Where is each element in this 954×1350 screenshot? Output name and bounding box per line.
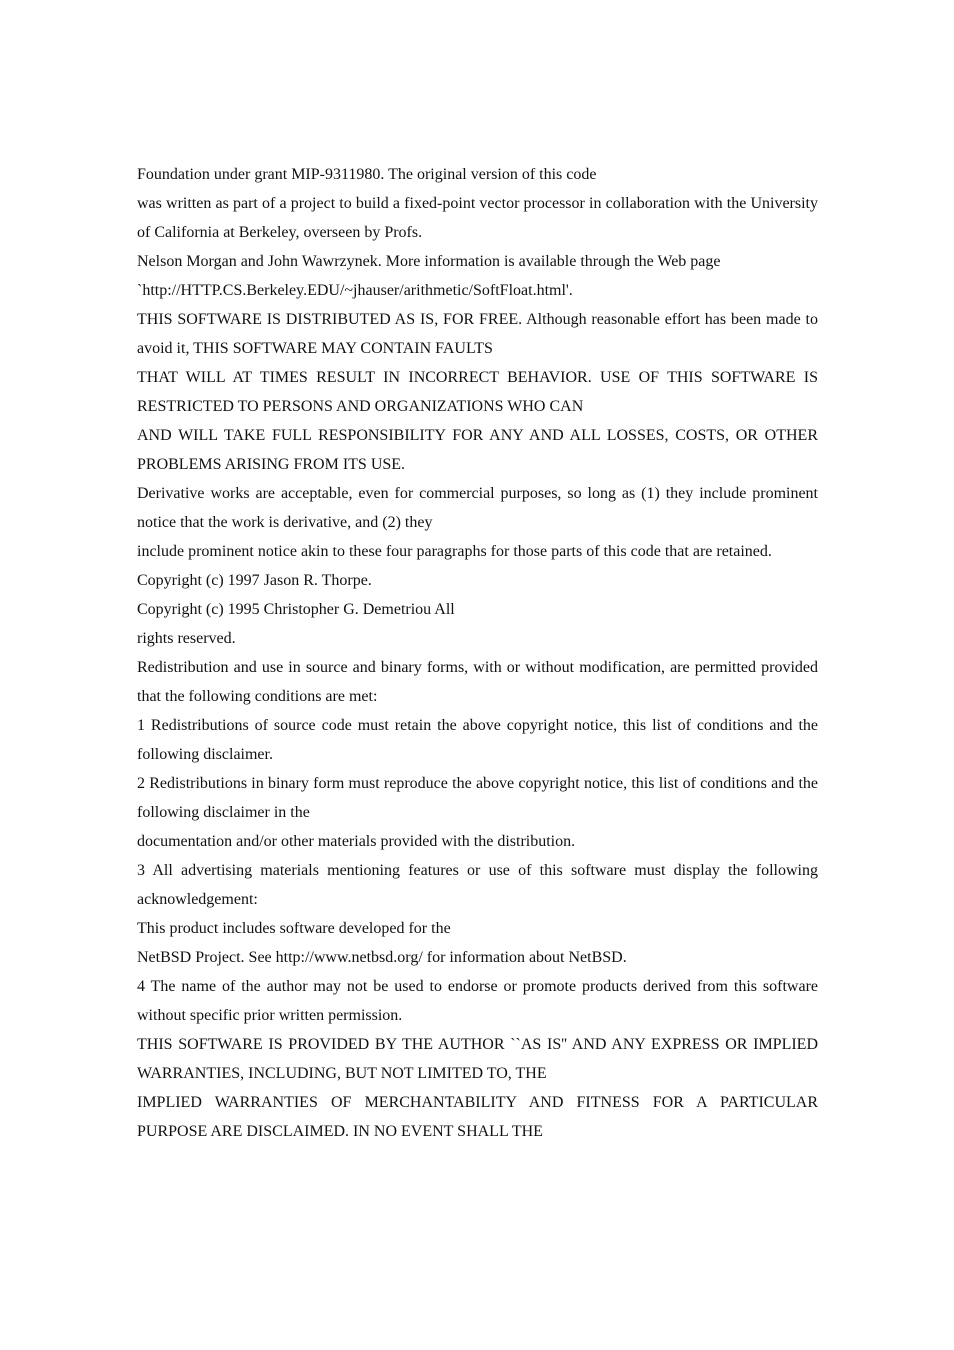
- paragraph: AND WILL TAKE FULL RESPONSIBILITY FOR ANY AND ALL LOSSES, COSTS, OR OTHER PROBLEMS ARISING FROM ITS USE.: [137, 427, 818, 473]
- paragraph: rights reserved.: [137, 630, 236, 647]
- paragraph: This product includes software developed for the: [137, 920, 451, 937]
- paragraph: THAT WILL AT TIMES RESULT IN INCORRECT BEHAVIOR. USE OF THIS SOFTWARE IS RESTRICTED TO PERSONS AND ORGANIZATIONS WHO CAN: [137, 369, 818, 415]
- paragraph: Foundation under grant MIP-9311980. The original version of this code: [137, 166, 597, 183]
- document-page: [137, 160, 818, 1146]
- paragraph: NetBSD Project. See http://www.netbsd.org/ for information about NetBSD.: [137, 949, 627, 966]
- paragraph: 2 Redistributions in binary form must reproduce the above copyright notice, this list of conditions and the following disclaimer in the: [137, 775, 818, 821]
- paragraph: was written as part of a project to build a fixed-point vector processor in collaboration with the University of California at Berkeley, overseen by Profs.: [137, 195, 818, 241]
- paragraph: THIS SOFTWARE IS PROVIDED BY THE AUTHOR ``AS IS'' AND ANY EXPRESS OR IMPLIED WARRANTIES, INCLUDING, BUT NOT LIMITED TO, THE: [137, 1036, 818, 1082]
- paragraph: 3 All advertising materials mentioning features or use of this software must display the following acknowledgement:: [137, 862, 818, 908]
- paragraph: IMPLIED WARRANTIES OF MERCHANTABILITY AND FITNESS FOR A PARTICULAR PURPOSE ARE DISCLAIMED. IN NO EVENT SHALL THE: [137, 1094, 818, 1140]
- paragraph: `http://HTTP.CS.Berkeley.EDU/~jhauser/arithmetic/SoftFloat.html'.: [137, 282, 573, 299]
- paragraph: THIS SOFTWARE IS DISTRIBUTED AS IS, FOR FREE. Although reasonable effort has been made to avoid it, THIS SOFTWARE MAY CONTAIN FAULTS: [137, 311, 818, 357]
- paragraph: Redistribution and use in source and binary forms, with or without modification, are permitted provided that the following conditions are met:: [137, 659, 818, 705]
- paragraph: documentation and/or other materials provided with the distribution.: [137, 833, 576, 850]
- paragraph: include prominent notice akin to these four paragraphs for those parts of this code that are retained.: [137, 543, 772, 560]
- paragraph: Derivative works are acceptable, even for commercial purposes, so long as (1) they include prominent notice that the work is derivative, and (2) they: [137, 485, 818, 531]
- paragraph: Nelson Morgan and John Wawrzynek. More information is available through the Web page: [137, 253, 721, 270]
- paragraph: 4 The name of the author may not be used to endorse or promote products derived from this software without specific prior written permission.: [137, 978, 818, 1024]
- paragraph: 1 Redistributions of source code must retain the above copyright notice, this list of conditions and the following disclaimer.: [137, 717, 818, 763]
- paragraph: Copyright (c) 1995 Christopher G. Demetriou All: [137, 601, 455, 618]
- paragraph: Copyright (c) 1997 Jason R. Thorpe.: [137, 572, 372, 589]
